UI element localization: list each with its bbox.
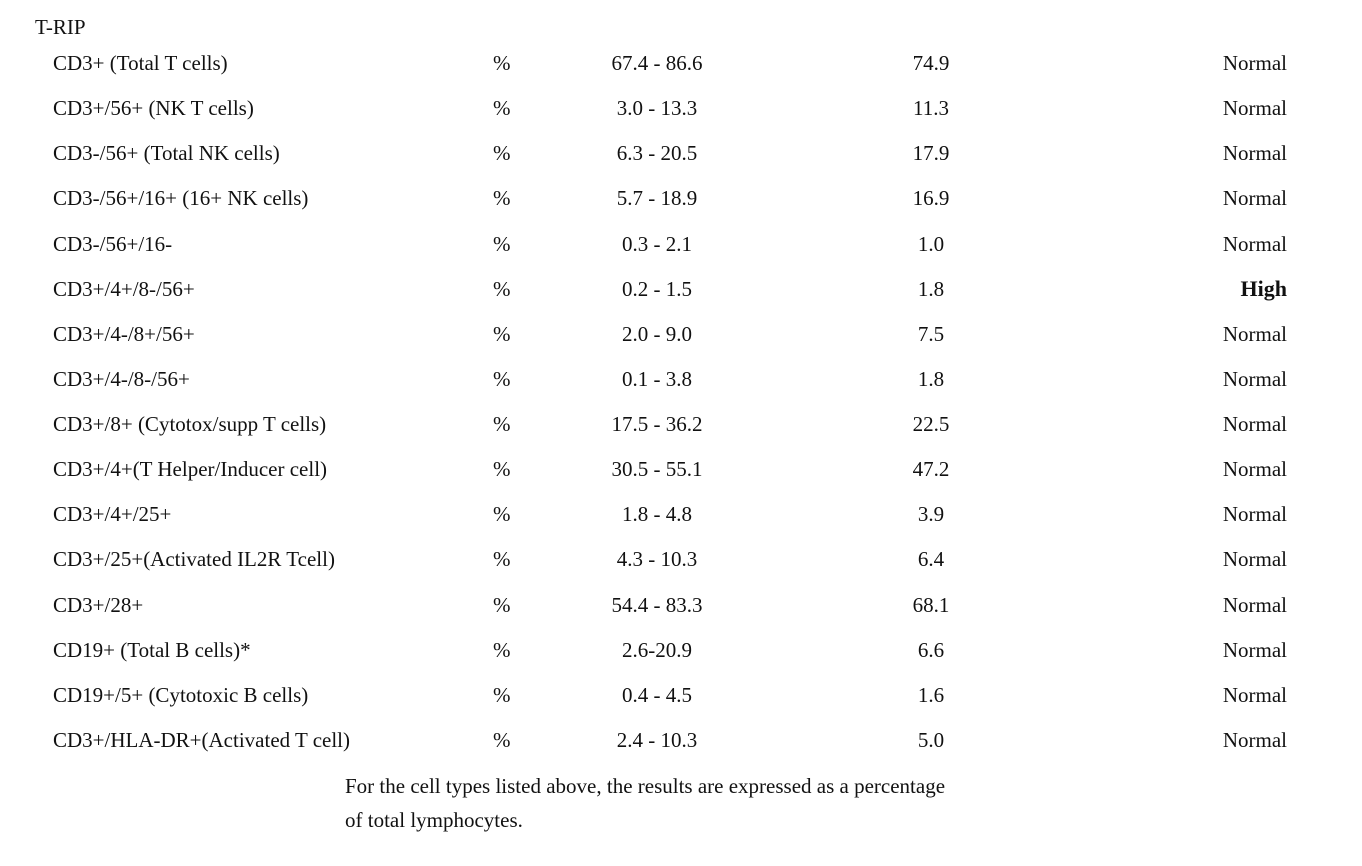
table-row — [0, 231, 1362, 257]
unit: % — [493, 141, 511, 166]
result-status: Normal — [1222, 637, 1287, 662]
table-row — [0, 592, 1362, 618]
footnote-line-2: of total lymphocytes. — [345, 808, 523, 832]
table-row — [0, 456, 1362, 482]
result-status: Normal — [1222, 592, 1287, 617]
test-name: CD3+/4+(T Helper/Inducer cell) — [53, 457, 328, 482]
reference-range: 2.4 - 10.3 — [616, 727, 698, 752]
unit: % — [493, 682, 511, 707]
table-row — [0, 411, 1362, 437]
unit: % — [493, 51, 511, 75]
reference-range: 2.0 - 9.0 — [622, 321, 692, 346]
result-value: 17.9 — [912, 141, 950, 166]
result-value: 16.9 — [912, 186, 950, 211]
test-name: CD3+/8+ (Cytotox/supp T cells) — [53, 412, 327, 437]
result-status: Normal — [1222, 366, 1287, 391]
table-row — [0, 637, 1362, 663]
table-row — [0, 95, 1362, 121]
result-value: 1.6 — [917, 682, 945, 707]
result-status: High — [1240, 275, 1287, 301]
test-name: CD3-/56+/16- — [53, 231, 173, 256]
reference-range: 0.2 - 1.5 — [622, 276, 692, 301]
footnote-line-1: For the cell types listed above, the results are expressed as a percentage — [345, 774, 946, 798]
unit: % — [493, 502, 511, 527]
table-row — [0, 366, 1362, 392]
unit: % — [493, 96, 511, 121]
result-status: Normal — [1222, 682, 1287, 707]
result-status: Normal — [1222, 412, 1287, 437]
reference-range: 6.3 - 20.5 — [616, 141, 698, 166]
test-name: CD3+/25+(Activated IL2R Tcell) — [53, 547, 335, 572]
test-name: CD19+/5+ (Cytotoxic B cells) — [53, 682, 309, 707]
table-row — [0, 276, 1362, 302]
unit: % — [493, 321, 511, 346]
test-name: CD3+ (Total T cells) — [53, 51, 228, 75]
result-value: 7.5 — [917, 321, 945, 346]
section-title: T-RIP — [35, 15, 86, 39]
result-status: Normal — [1222, 231, 1287, 256]
unit: % — [493, 412, 511, 437]
unit: % — [493, 592, 511, 617]
result-status: Normal — [1222, 547, 1287, 572]
result-value: 68.1 — [912, 592, 950, 617]
table-row — [0, 321, 1362, 347]
reference-range: 0.3 - 2.1 — [622, 231, 692, 256]
result-status: Normal — [1222, 321, 1287, 346]
reference-range: 4.3 - 10.3 — [616, 547, 698, 572]
table-row — [0, 140, 1362, 166]
reference-range: 17.5 - 36.2 — [611, 412, 703, 437]
result-status: Normal — [1222, 141, 1287, 166]
result-value: 1.8 — [917, 366, 945, 391]
result-value: 6.6 — [917, 637, 945, 662]
table-row — [0, 185, 1362, 211]
reference-range: 2.6-20.9 — [622, 637, 692, 662]
reference-range: 0.1 - 3.8 — [622, 366, 692, 391]
test-name: CD3+/56+ (NK T cells) — [53, 96, 254, 121]
test-name: CD3+/4-/8+/56+ — [53, 321, 195, 346]
unit: % — [493, 276, 511, 301]
result-value: 6.4 — [917, 547, 945, 572]
test-name: CD3-/56+ (Total NK cells) — [53, 141, 280, 166]
unit: % — [493, 637, 511, 662]
unit: % — [493, 457, 511, 482]
result-value: 11.3 — [913, 96, 949, 121]
test-name: CD19+ (Total B cells)* — [53, 637, 251, 662]
result-status: Normal — [1222, 51, 1287, 75]
unit: % — [493, 727, 511, 752]
table-row — [0, 682, 1362, 708]
reference-range: 30.5 - 55.1 — [611, 457, 703, 482]
table-row — [0, 50, 1362, 76]
reference-range: 5.7 - 18.9 — [616, 186, 698, 211]
unit: % — [493, 231, 511, 256]
test-name: CD3+/28+ — [53, 592, 144, 617]
result-status: Normal — [1222, 502, 1287, 527]
test-name: CD3-/56+/16+ (16+ NK cells) — [53, 186, 309, 211]
result-value: 74.9 — [912, 51, 950, 75]
reference-range: 54.4 - 83.3 — [611, 592, 703, 617]
result-value: 3.9 — [917, 502, 945, 527]
unit: % — [493, 366, 511, 391]
result-status: Normal — [1222, 727, 1287, 752]
table-row — [0, 546, 1362, 572]
unit: % — [493, 547, 511, 572]
result-value: 1.8 — [917, 276, 945, 301]
reference-range: 67.4 - 86.6 — [611, 51, 703, 75]
reference-range: 1.8 - 4.8 — [622, 502, 692, 527]
result-value: 22.5 — [912, 412, 950, 437]
unit: % — [493, 186, 511, 211]
result-value: 5.0 — [917, 727, 945, 752]
test-name: CD3+/4+/25+ — [53, 502, 172, 527]
test-name: CD3+/HLA-DR+(Activated T cell) — [53, 727, 351, 752]
result-value: 1.0 — [917, 231, 945, 256]
test-name: CD3+/4+/8-/56+ — [53, 276, 195, 301]
result-status: Normal — [1222, 457, 1287, 482]
table-row — [0, 501, 1362, 527]
reference-range: 0.4 - 4.5 — [622, 682, 692, 707]
result-status: Normal — [1222, 96, 1287, 121]
result-status: Normal — [1222, 186, 1287, 211]
table-row — [0, 727, 1362, 753]
reference-range: 3.0 - 13.3 — [616, 96, 698, 121]
result-value: 47.2 — [912, 457, 950, 482]
test-name: CD3+/4-/8-/56+ — [53, 366, 190, 391]
